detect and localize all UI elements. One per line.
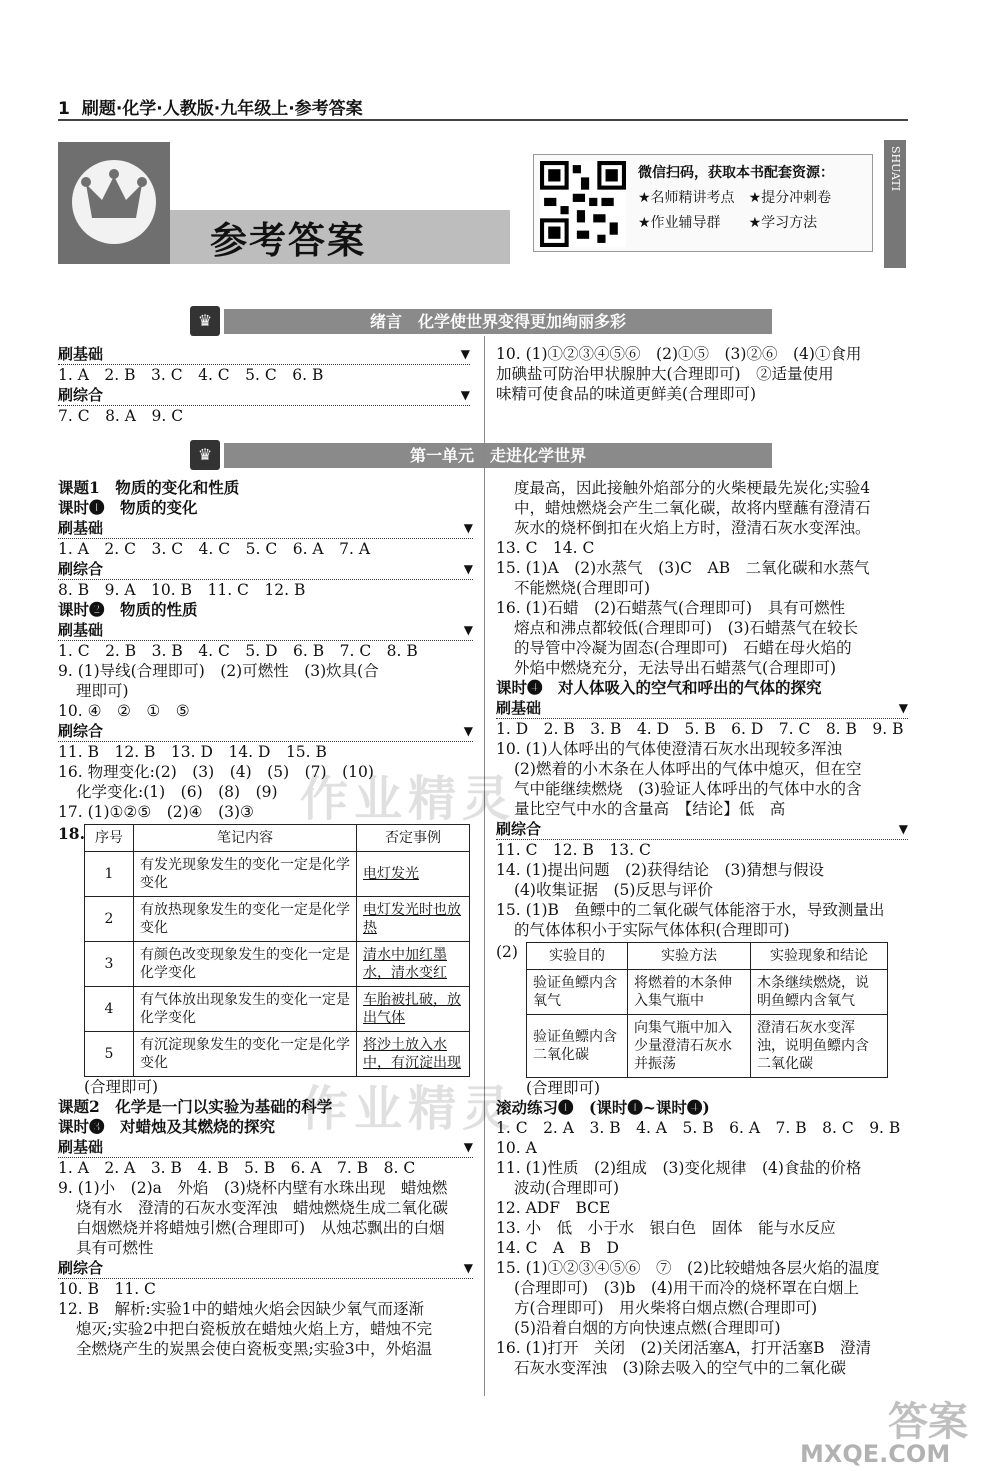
- lesson-heading: 课题2 化学是一门以实验为基础的科学: [58, 1097, 333, 1116]
- table-header: 实验目的: [527, 943, 628, 970]
- answer-line: 理即可): [76, 682, 129, 700]
- note-table: [84, 824, 470, 1077]
- subsection-label: 刷综合 ▼: [58, 559, 473, 580]
- answer-line: 10. (1)人体呼出的气体使澄清石灰水出现较多浑浊: [496, 740, 843, 758]
- watermark: 作业精灵: [300, 771, 517, 827]
- table-row: [85, 852, 470, 897]
- answer-line: 灰水的烧杯倒扣在火焰上方时，澄清石灰水变浑浊。: [514, 519, 871, 537]
- answer-line: 13. C 14. C: [496, 539, 595, 557]
- answer-line: 14. C A B D: [496, 1239, 619, 1257]
- table-cell: 车胎被扎破，放出气体: [357, 987, 470, 1032]
- lesson-heading: 课题1 物质的变化和性质: [58, 478, 240, 497]
- answer-line: 12. B 解析:实验1中的蜡烛火焰会因缺少氧气而逐渐: [58, 1300, 425, 1318]
- answer-line: 10. B 11. C: [58, 1280, 156, 1298]
- answer-line: 方(合理即可) 用火柴将白烟点燃(合理即可): [514, 1299, 818, 1317]
- intro-left-column: [58, 344, 470, 426]
- answer-line: 1. D 2. B 3. B 4. D 5. B 6. D 7. C 8. B 9. B: [496, 720, 904, 738]
- qr-code-icon: [540, 161, 626, 247]
- answer-line: 12. ADF BCE: [496, 1199, 611, 1217]
- lesson-heading: 滚动练习❶ (课时❶~课时❹): [496, 1098, 710, 1117]
- answer-line: 16. 物理变化:(2) (3) (4) (5) (7) (10): [58, 763, 374, 781]
- table-row: [85, 897, 470, 942]
- answer-line: 白烟燃烧并将蜡烛引燃(合理即可) 从烛芯飘出的白烟: [76, 1219, 445, 1237]
- table-cell: 2: [85, 897, 134, 942]
- table-row: [527, 970, 888, 1015]
- qr-item: ★作业辅导群: [638, 215, 721, 231]
- footnote: (合理即可): [84, 1078, 159, 1096]
- answer-line: 15. (1)B 鱼鳔中的二氧化碳气体能溶于水，导致测量出: [496, 901, 885, 919]
- answer-line: 烧有水 澄清的石灰水变浑浊 蜡烛燃烧生成二氧化碳: [76, 1199, 449, 1217]
- crown-icon: ♛: [190, 306, 220, 336]
- qr-item: ★学习方法: [748, 215, 818, 231]
- answer-line: 13. 小 低 小于水 银白色 固体 能与水反应: [496, 1219, 836, 1237]
- page-header: [58, 94, 363, 119]
- table-cell: 电灯发光时也放热: [357, 897, 470, 942]
- lesson-heading: 课时❶ 物质的变化: [58, 498, 198, 517]
- table-cell: 电灯发光: [357, 852, 470, 897]
- answer-line: 9. (1)小 (2)a 外焰 (3)烧杯内壁有水珠出现 蜡烛燃: [58, 1179, 448, 1197]
- table-cell: 有沉淀现象发生的变化一定是化学变化: [134, 1032, 357, 1077]
- side-strip-text: SHUATI: [889, 146, 902, 192]
- crown-icon: ♛: [190, 440, 220, 470]
- answer-line: 的导管中冷凝为固态(合理即可) 石蜡在母火焰的: [514, 639, 852, 657]
- answer-line: 17. (1)①②⑤ (2)④ (3)③: [58, 803, 254, 821]
- section-bar-intro: [190, 306, 772, 336]
- question-number: 18.: [58, 824, 85, 843]
- lesson-heading: 课时❹ 对人体吸入的空气和呼出的气体的探究: [496, 678, 822, 697]
- table-header: 笔记内容: [134, 825, 357, 852]
- page-number: 1: [58, 99, 70, 119]
- answer-line: 气中能继续燃烧 (3)验证人体呼出的气体中水的含: [514, 780, 862, 798]
- lesson-heading: 课时❷ 物质的性质: [58, 600, 198, 619]
- answer-line: 16. (1)石蜡 (2)石蜡蒸气(合理即可) 具有可燃性: [496, 599, 846, 617]
- answer-line: (合理即可) (3)b (4)用干而冷的烧杯罩在白烟上: [514, 1279, 859, 1297]
- answer-line: 中，蜡烛燃烧会产生二氧化碳，故将内壁蘸有澄清石: [514, 499, 871, 517]
- answer-line: 10. ④ ② ① ⑤: [58, 702, 190, 720]
- table-header: 序号: [85, 825, 134, 852]
- table-cell: 3: [85, 942, 134, 987]
- table-header: 否定事例: [357, 825, 470, 852]
- answer-line: 14. (1)提出问题 (2)获得结论 (3)猜想与假设: [496, 861, 824, 879]
- answer-line: 1. A 2. C 3. C 4. C 5. C 6. A 7. A: [58, 540, 371, 558]
- table-cell: 验证鱼鳔内含二氧化碳: [527, 1015, 628, 1078]
- table-cell: 4: [85, 987, 134, 1032]
- answer-line: 1. C 2. B 3. B 4. C 5. D 6. B 7. C 8. B: [58, 642, 418, 660]
- column-divider: [484, 336, 485, 1396]
- lesson-heading: 课时❸ 对蜡烛及其燃烧的探究: [58, 1117, 276, 1136]
- unit-left-column: [58, 478, 473, 1359]
- section-bar-unit1: [190, 440, 772, 470]
- answer-line: 全燃烧产生的炭黑会使白瓷板变黑;实验3中，外焰温: [76, 1340, 433, 1358]
- table-cell: 木条继续燃烧，说明鱼鳔内含氧气: [751, 970, 888, 1015]
- answer-line: 的气体体积小于实际气体体积(合理即可): [514, 921, 790, 939]
- answer-line: 11. C 12. B 13. C: [496, 841, 651, 859]
- table-cell: 有发光现象发生的变化一定是化学变化: [134, 852, 357, 897]
- answer-line: 化学变化:(1) (6) (8) (9): [76, 783, 278, 801]
- watermark: 作业精灵: [300, 1081, 517, 1137]
- subsection-label: 刷基础 ▼: [58, 620, 473, 641]
- table-cell: 将燃着的木条伸入集气瓶中: [628, 970, 751, 1015]
- subsection-label: 刷基础 ▼: [58, 518, 473, 539]
- answer-line: 波动(合理即可): [514, 1179, 620, 1197]
- answer-line: 量比空气中水的含量高 【结论】低 高: [514, 800, 786, 818]
- crown-icon: [72, 160, 156, 244]
- answer-line: 8. B 9. A 10. B 11. C 12. B: [58, 581, 306, 599]
- table-cell: 澄清石灰水变浑浊，说明鱼鳔内含二氧化碳: [751, 1015, 888, 1078]
- answer-line: (5)沿着白烟的方向快速点燃(合理即可): [514, 1319, 781, 1337]
- table-cell: 有放热现象发生的变化一定是化学变化: [134, 897, 357, 942]
- answer-line: 11. B 12. B 13. D 14. D 15. B: [58, 743, 327, 761]
- subsection-label: 刷基础 ▼: [58, 1137, 473, 1158]
- answer-line: 熔点和沸点都较低(合理即可) (3)石蜡蒸气在较长: [514, 619, 859, 637]
- answer-line: 度最高，因此接触外焰部分的火柴梗最先炭化;实验4: [514, 479, 871, 497]
- answer-line: 1. A 2. B 3. C 4. C 5. C 6. B: [58, 366, 324, 384]
- book-title: 刷题·化学·人教版·九年级上·参考答案: [81, 99, 363, 119]
- qr-title: 微信扫码，获取本书配套资源：: [638, 165, 834, 181]
- table-cell: 1: [85, 852, 134, 897]
- table-cell: 清水中加红墨水，清水变红: [357, 942, 470, 987]
- section-title: 绪言 化学使世界变得更加绚丽多彩: [224, 309, 772, 334]
- answer-line: 加碘盐可防治甲状腺肿大(合理即可) ②适量使用: [496, 365, 834, 383]
- unit-right-column: [496, 478, 908, 1378]
- answer-line: 9. (1)导线(合理即可) (2)可燃性 (3)炊具(合: [58, 662, 379, 680]
- footnote: (合理即可): [526, 1079, 601, 1097]
- subsection-label: 刷基础 ▼: [496, 698, 908, 719]
- answer-line: 不能燃烧(合理即可): [514, 579, 651, 597]
- qr-item: ★名师精讲考点: [638, 190, 735, 206]
- answer-line: 1. A 2. A 3. B 4. B 5. B 6. A 7. B 8. C: [58, 1159, 416, 1177]
- table-row: [85, 942, 470, 987]
- page-title: 参考答案: [210, 219, 366, 262]
- site-watermark: MXQE.COM: [800, 1440, 951, 1468]
- answer-line: 11. (1)性质 (2)组成 (3)变化规律 (4)食盐的价格: [496, 1159, 862, 1177]
- subsection-label: 刷基础 ▼: [58, 344, 470, 365]
- table-row: [85, 987, 470, 1032]
- table-cell: 有颜色改变现象发生的变化一定是化学变化: [134, 942, 357, 987]
- table-header: 实验方法: [628, 943, 751, 970]
- corner-stamp: 答案: [888, 1398, 968, 1445]
- subsection-label: 刷综合 ▼: [58, 1258, 473, 1279]
- subsection-label: 刷综合 ▼: [58, 721, 473, 742]
- subsection-label: 刷综合 ▼: [496, 819, 908, 840]
- subsection-label: 刷综合 ▼: [58, 385, 470, 406]
- section-title: 第一单元 走进化学世界: [224, 443, 772, 468]
- table-row: [527, 1015, 888, 1078]
- answer-line: 味精可使食品的味道更鲜美(合理即可): [496, 385, 757, 403]
- crown-logo: [58, 142, 170, 264]
- table-cell: 将沙土放入水中，有沉淀出现: [357, 1032, 470, 1077]
- answer-line: 16. (1)打开 关闭 (2)关闭活塞A，打开活塞B 澄清: [496, 1339, 872, 1357]
- answer-line: 具有可燃性: [76, 1239, 154, 1257]
- header-rule: [58, 119, 908, 121]
- answer-line: 熄灭;实验2中把白瓷板放在蜡烛火焰上方，蜡烛不完: [76, 1320, 433, 1338]
- subquestion-label: (2): [496, 943, 518, 961]
- experiment-table: [526, 942, 888, 1078]
- answer-line: 10. A: [496, 1139, 537, 1157]
- intro-right-column: [496, 344, 908, 404]
- answer-line: 7. C 8. A 9. C: [58, 407, 184, 425]
- table-header: 实验现象和结论: [751, 943, 888, 970]
- qr-item: ★提分冲刺卷: [748, 190, 832, 206]
- answer-line: 15. (1)①②③④⑤⑥ ⑦ (2)比较蜡烛各层火焰的温度: [496, 1259, 880, 1277]
- answer-line: (2)燃着的小木条在人体呼出的气体中熄灭，但在空: [514, 760, 862, 778]
- answer-line: 石灰水变浑浊 (3)除去吸入的空气中的二氧化碳: [514, 1359, 846, 1377]
- answer-line: 10. (1)①②③④⑤⑥ (2)①⑤ (3)②⑥ (4)①食用: [496, 345, 862, 363]
- table-cell: 有气体放出现象发生的变化一定是化学变化: [134, 987, 357, 1032]
- answer-line: 15. (1)A (2)水蒸气 (3)C AB 二氧化碳和水蒸气: [496, 559, 870, 577]
- table-cell: 验证鱼鳔内含氧气: [527, 970, 628, 1015]
- answer-line: 外焰中燃烧充分，无法导出石蜡蒸气(合理即可): [514, 659, 837, 677]
- qr-panel: [533, 154, 873, 252]
- answer-line: 1. C 2. A 3. B 4. A 5. B 6. A 7. B 8. C 9. B: [496, 1119, 901, 1137]
- answer-line: (4)收集证据 (5)反思与评价: [514, 881, 713, 899]
- side-strip: [884, 140, 906, 268]
- table-cell: 向集气瓶中加入少量澄清石灰水并振荡: [628, 1015, 751, 1078]
- table-cell: 5: [85, 1032, 134, 1077]
